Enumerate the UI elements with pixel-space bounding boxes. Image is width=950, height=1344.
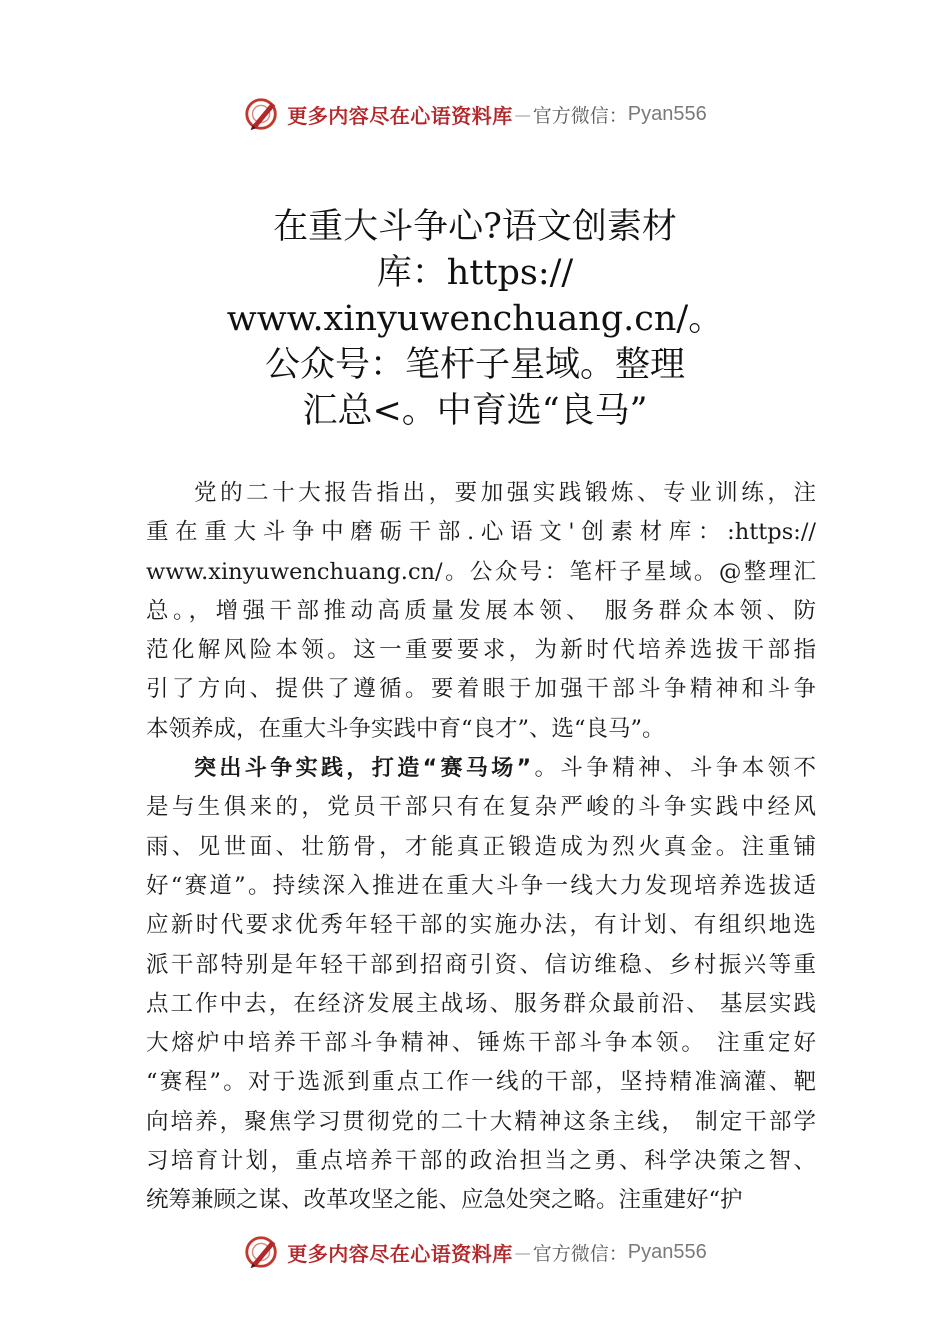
pen-logo-icon <box>243 95 281 133</box>
title-line: 库：https:// <box>376 253 574 293</box>
footer-banner <box>0 1232 950 1272</box>
banner-title: 更多内容尽在心语资料库 <box>287 1241 513 1266</box>
body-line: 重在重大斗争中磨砺干部.心语文'创素材库：:https:// <box>146 519 816 546</box>
header-banner <box>0 94 950 134</box>
body-line: 大熔炉中培养干部斗争精神、锤炼干部斗争本领。 注重定好 <box>146 1030 816 1057</box>
banner-separator: — <box>514 104 531 124</box>
title-line: 公众号：笔杆子星域。整理 <box>264 345 685 385</box>
body-line <box>146 749 816 788</box>
banner-wechat-id: Pyan556 <box>627 102 707 125</box>
title-line: 汇总<。中育选“良马” <box>302 391 648 431</box>
document-body <box>146 474 816 1221</box>
title-line: www.xinyuwenchuang.cn/。 <box>226 299 724 339</box>
body-line: www.xinyuwenchuang.cn/。公众号：笔杆子星域。@整理汇 <box>146 558 816 585</box>
body-line: 雨、见世面、壮筋骨，才能真正锻造成为烈火真金。注重铺 <box>146 833 816 860</box>
body-line: 向培养，聚焦学习贯彻党的二十大精神这条主线， 制定干部学 <box>146 1108 816 1135</box>
body-line: 统筹兼顾之谋、改革攻坚之能、应急处突之略。注重建好“护 <box>146 1187 743 1214</box>
title-line: 在重大斗争心?语文创素材 <box>273 207 677 247</box>
banner-wechat-id: Pyan556 <box>627 1240 707 1263</box>
banner-wechat-label: 官方微信： <box>532 104 628 127</box>
banner-wechat-label: 官方微信： <box>532 1242 628 1265</box>
document-title <box>150 204 800 434</box>
paragraph-1 <box>146 474 816 749</box>
body-line: 本领养成，在重大斗争实践中育“良才”、选“良马”。 <box>146 715 665 742</box>
body-line: 应新时代要求优秀年轻干部的实施办法，有计划、有组织地选 <box>146 912 816 939</box>
section-heading: 突出斗争实践，打造“赛马场” <box>194 756 532 782</box>
body-line-rest: 。斗争精神、斗争本领不 <box>531 755 816 782</box>
pen-logo-icon <box>243 1233 281 1271</box>
body-line: 点工作中去，在经济发展主战场、服务群众最前沿、 基层实践 <box>146 990 816 1017</box>
body-line: 好“赛道”。持续深入推进在重大斗争一线大力发现培养选拔适 <box>146 872 816 899</box>
paragraph-2 <box>146 749 816 1221</box>
body-line: 党的二十大报告指出，要加强实践锻炼、专业训练，注 <box>194 480 816 506</box>
body-line: 派干部特别是年轻干部到招商引资、信访维稳、乡村振兴等重 <box>146 951 816 978</box>
body-line: 是与生俱来的，党员干部只有在复杂严峻的斗争实践中经风 <box>146 794 816 821</box>
banner-separator: — <box>514 1242 531 1262</box>
banner-title: 更多内容尽在心语资料库 <box>287 103 513 128</box>
body-line: 引了方向、提供了遵循。要着眼于加强干部斗争精神和斗争 <box>146 676 816 703</box>
body-line: 习培育计划，重点培养干部的政治担当之勇、科学决策之智、 <box>146 1148 816 1175</box>
body-line: “赛程”。对于选派到重点工作一线的干部，坚持精准滴灌、靶 <box>146 1069 816 1096</box>
body-line: 范化解风险本领。这一重要要求，为新时代培养选拔干部指 <box>146 637 816 664</box>
body-line: 总。，增强干部推动高质量发展本领、 服务群众本领、防 <box>146 597 816 624</box>
